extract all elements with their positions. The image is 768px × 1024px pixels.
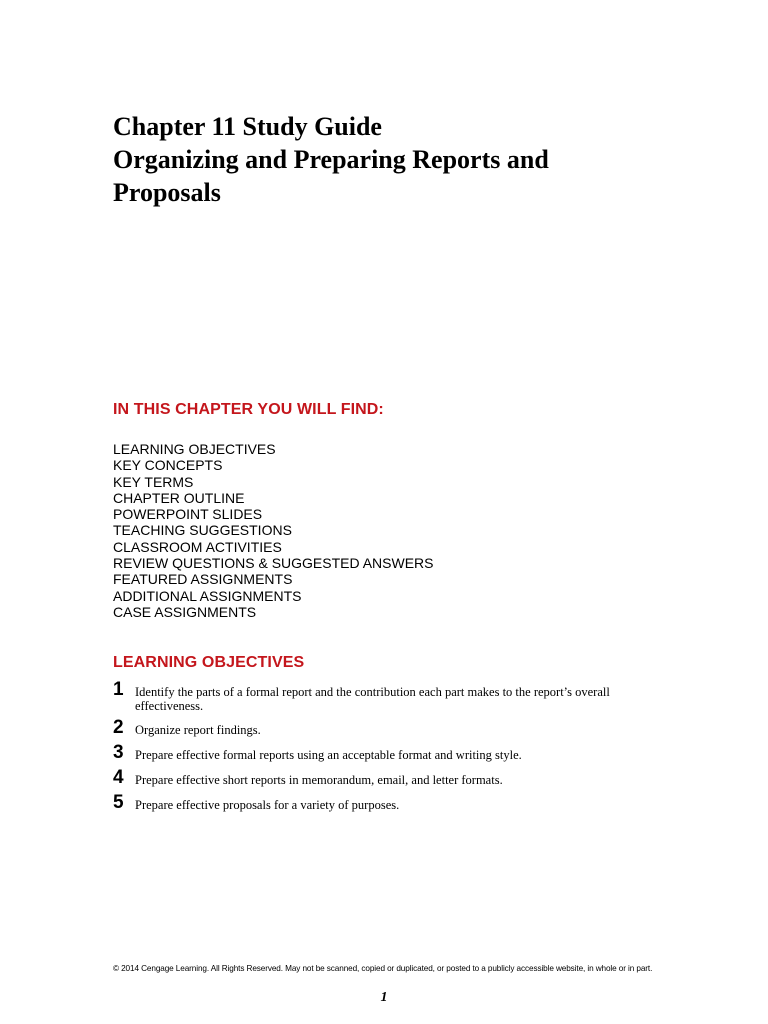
list-item: LEARNING OBJECTIVES: [113, 441, 276, 457]
objective-text: Prepare effective proposals for a variety of purposes.: [135, 798, 400, 812]
in-this-chapter-heading: IN THIS CHAPTER YOU WILL FIND:: [113, 401, 384, 418]
list-item: ADDITIONAL ASSIGNMENTS: [113, 587, 302, 604]
in-this-chapter-list: [113, 441, 434, 620]
objective-item: [113, 718, 673, 738]
list-item: TEACHING SUGGESTIONS: [113, 522, 292, 539]
objective-item: [113, 680, 673, 713]
list-item: KEY TERMS: [113, 473, 194, 490]
learning-objectives-list: [113, 680, 673, 818]
objective-item: [113, 793, 673, 813]
title-line-2: Organizing and Preparing Reports and: [113, 145, 549, 174]
copyright-notice: © 2014 Cengage Learning. All Rights Reserved. May not be scanned, copied or duplicated, or posted to a publicly accessible website, in whole or in part.: [113, 964, 653, 973]
list-item: KEY CONCEPTS: [113, 457, 223, 474]
list-item: REVIEW QUESTIONS & SUGGESTED ANSWERS: [113, 555, 434, 572]
objective-text: Prepare effective short reports in memorandum, email, and letter formats.: [135, 773, 503, 787]
objective-text: Prepare effective formal reports using an acceptable format and writing style.: [135, 748, 522, 762]
objective-number: 5: [113, 792, 124, 813]
objective-number: 3: [113, 742, 124, 763]
objective-number: 4: [113, 767, 124, 788]
page-number: 1: [380, 990, 388, 1005]
list-item: POWERPOINT SLIDES: [113, 506, 263, 523]
objective-item: [113, 768, 673, 788]
learning-objectives-heading: LEARNING OBJECTIVES: [113, 654, 305, 671]
page-title: [113, 110, 713, 209]
list-item: FEATURED ASSIGNMENTS: [113, 571, 293, 588]
objective-text: Identify the parts of a formal report and the contribution each part makes to the report’s overall effectiveness.: [135, 685, 610, 713]
objective-item: [113, 743, 673, 763]
list-item: CASE ASSIGNMENTS: [113, 603, 257, 620]
objective-number: 1: [113, 679, 124, 700]
objective-number: 2: [113, 717, 124, 738]
list-item: CLASSROOM ACTIVITIES: [113, 538, 282, 555]
objective-text: Organize report findings.: [135, 723, 261, 737]
title-line-1: Chapter 11 Study Guide: [113, 112, 382, 141]
list-item: CHAPTER OUTLINE: [113, 489, 245, 506]
title-line-3: Proposals: [113, 178, 221, 207]
